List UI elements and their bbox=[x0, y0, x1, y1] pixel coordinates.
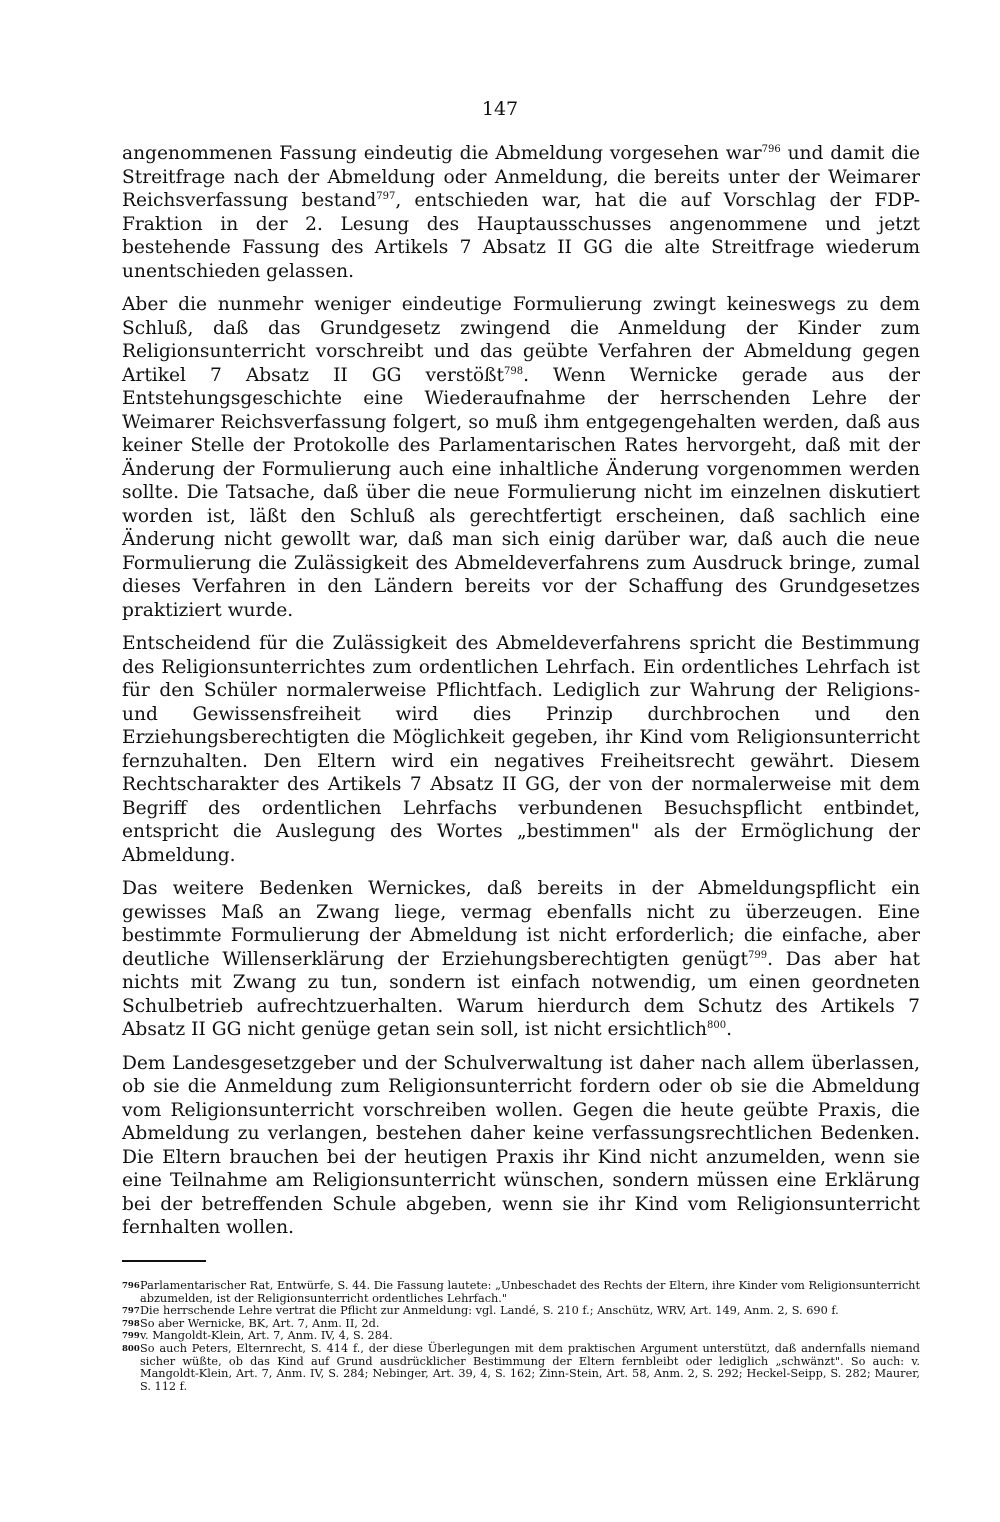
paragraph-3 bbox=[122, 632, 920, 867]
footnote bbox=[122, 1305, 920, 1318]
footnote bbox=[122, 1280, 920, 1305]
footnote-ref: 799 bbox=[748, 949, 768, 961]
footnote-ref: 798 bbox=[504, 365, 524, 377]
text-run: . Das aber hat nichts mit Zwang zu tun, sondern ist einfach notwendig, um einen geordneten Schulbetrieb aufrechtzuerhalten. Warum hierdurch dem Schutz des Artikels 7 Absatz II GG nicht genüge getan sein soll, ist nicht ersichtlich bbox=[122, 948, 920, 1040]
main-text bbox=[122, 142, 920, 1250]
paragraph-4 bbox=[122, 877, 920, 1042]
footnote bbox=[122, 1343, 920, 1393]
paragraph-5 bbox=[122, 1052, 920, 1240]
text-run: Das weitere Bedenken Wernickes, daß bereits in der Abmeldungspflicht ein gewisses Maß an Zwang liege, vermag ebenfalls nicht zu überzeugen. Eine bestimmte Formulierung der Abmeldung ist nicht erforderlich; die einfache, aber deutliche Willenserklärung der Erziehungsberechtigten genügt bbox=[122, 878, 920, 970]
text-run: , entschieden war, hat die auf Vorschlag der FDP-Fraktion in der 2. Lesung des Hauptausschusses angenommene und jetzt bestehende Fassung des Artikels 7 Absatz II GG die alte Streitfrage wiederum unentschieden gelassen. bbox=[122, 190, 920, 282]
footnote-text: So aber Wernicke, BK, Art. 7, Anm. II, 2d. bbox=[140, 1316, 380, 1330]
footnote-number: 796 bbox=[122, 1281, 140, 1291]
text-run: Dem Landesgesetzgeber und der Schulverwaltung ist daher nach allem überlassen, ob sie die Anmeldung zum Religionsunterricht fordern oder ob sie die Abmeldung vom Religionsunterricht vorschreiben wollen. Gegen die heute geübte Praxis, die Abmeldung zu verlangen, bestehen daher keine verfassungsrechtlichen Bedenken. Die Eltern brauchen bei der heutigen Praxis ihr Kind nicht anzumelden, wenn sie eine Teilnahme am Religionsunterricht wünschen, sondern müssen eine Erklärung bei der betreffenden Schule abgeben, wenn sie ihr Kind vom Religionsunterricht fernhalten wollen. bbox=[122, 1052, 920, 1238]
text-run: angenommenen Fassung eindeutig die Abmeldung vorgesehen war bbox=[122, 143, 762, 164]
text-run: . Wenn Wernicke gerade aus der Entstehungsgeschichte eine Wiederaufnahme der herrschenden Lehre der Weimarer Reichsverfassung folgert, so muß ihm entgegengehalten werden, daß aus keiner Stelle der Protokolle des Parlamentarischen Rates hervorgeht, daß mit der Änderung der Formulierung auch eine inhaltliche Änderung vorgenommen werden sollte. Die Tatsache, daß über die neue Formulierung nicht im einzelnen diskutiert worden ist, läßt den Schluß als gerechtfertigt erscheinen, daß sachlich eine Änderung nicht gewollt war, daß man sich einig darüber war, daß auch die neue Formulierung die Zulässigkeit des Abmeldeverfahrens zum Ausdruck bringe, zumal dieses Verfahren in den Ländern bereits vor der Schaffung des Grundgesetzes praktiziert wurde. bbox=[122, 364, 920, 621]
text-run: Aber die nunmehr weniger eindeutige Formulierung zwingt keineswegs zu dem Schluß, daß das Grundgesetz zwingend die Anmeldung der Kinder zum Religionsunterricht vorschreibt und das geübte Verfahren der Abmeldung gegen Artikel 7 Absatz II GG verstößt bbox=[122, 294, 920, 386]
footnote-ref: 796 bbox=[761, 144, 781, 155]
text-run: . bbox=[726, 1019, 733, 1040]
footnote-text: Parlamentarischer Rat, Entwürfe, S. 44. Die Fassung lautete: „Unbeschadet des Rechts der Eltern, ihre Kinder vom Religionsunterricht abzumelden, ist der Religionsunterricht ordentliches Lehrfach." bbox=[140, 1279, 920, 1305]
page-number: 147 bbox=[481, 98, 519, 120]
footnote-text: Die herrschende Lehre vertrat die Pflicht zur Anmeldung: vgl. Landé, S. 210 f.; Anschütz, WRV, Art. 149, Anm. 2, S. 690 f. bbox=[140, 1304, 839, 1318]
text-run: und damit die Streitfrage nach der Abmeldung oder Anmeldung, die bereits unter der Weimarer Reichsverfassung bestand bbox=[122, 143, 920, 211]
footnote-divider bbox=[122, 1260, 206, 1262]
footnote-ref: 797 bbox=[376, 191, 396, 202]
footnote-ref: 800 bbox=[707, 1020, 727, 1031]
footnote-text: v. Mangoldt-Klein, Art. 7, Anm. IV, 4, S. 284. bbox=[140, 1329, 393, 1343]
footnotes bbox=[122, 1280, 920, 1393]
paragraph-1 bbox=[122, 142, 920, 283]
text-run: Entscheidend für die Zulässigkeit des Abmeldeverfahrens spricht die Bestimmung des Religionsunterrichtes zum ordentlichen Lehrfach. Ein ordentliches Lehrfach ist für den Schüler normalerweise Pflichtfach. Lediglich zur Wahrung der Religions- und Gewissensfreiheit wird dies Prinzip durchbrochen und den Erziehungsberechtigten die Möglichkeit gegeben, ihr Kind vom Religionsunterricht fernzuhalten. Den Eltern wird ein negatives Freiheitsrecht gewährt. Diesem Rechtscharakter des Artikels 7 Absatz II GG, der von der normalerweise mit dem Begriff des ordentlichen Lehrfachs verbundenen Besuchspflicht entbindet, entspricht die Auslegung des Wortes „bestimmen" als der Ermöglichung der Abmeldung. bbox=[122, 633, 920, 866]
footnote-number: 800 bbox=[122, 1343, 140, 1354]
footnote-number: 798 bbox=[122, 1318, 140, 1329]
paragraph-2 bbox=[122, 293, 920, 622]
footnote-text: So auch Peters, Elternrecht, S. 414 f., der diese Überlegungen mit dem praktischen Argument unterstützt, daß andernfalls niemand sicher wüßte, ob das Kind auf Grund ausdrücklicher Bestimmung der Eltern fernbleibt oder lediglich „schwänzt". So auch: v. Mangoldt-Klein, Art. 7, Anm. IV, S. 284; Nebinger, Art. 39, 4, S. 162; Zinn-Stein, Art. 58, Anm. 2, S. 292; Heckel-Seipp, S. 282; Maurer, S. 112 f. bbox=[140, 1341, 920, 1393]
footnote-number: 797 bbox=[122, 1306, 140, 1317]
footnote-number: 799 bbox=[122, 1331, 140, 1342]
